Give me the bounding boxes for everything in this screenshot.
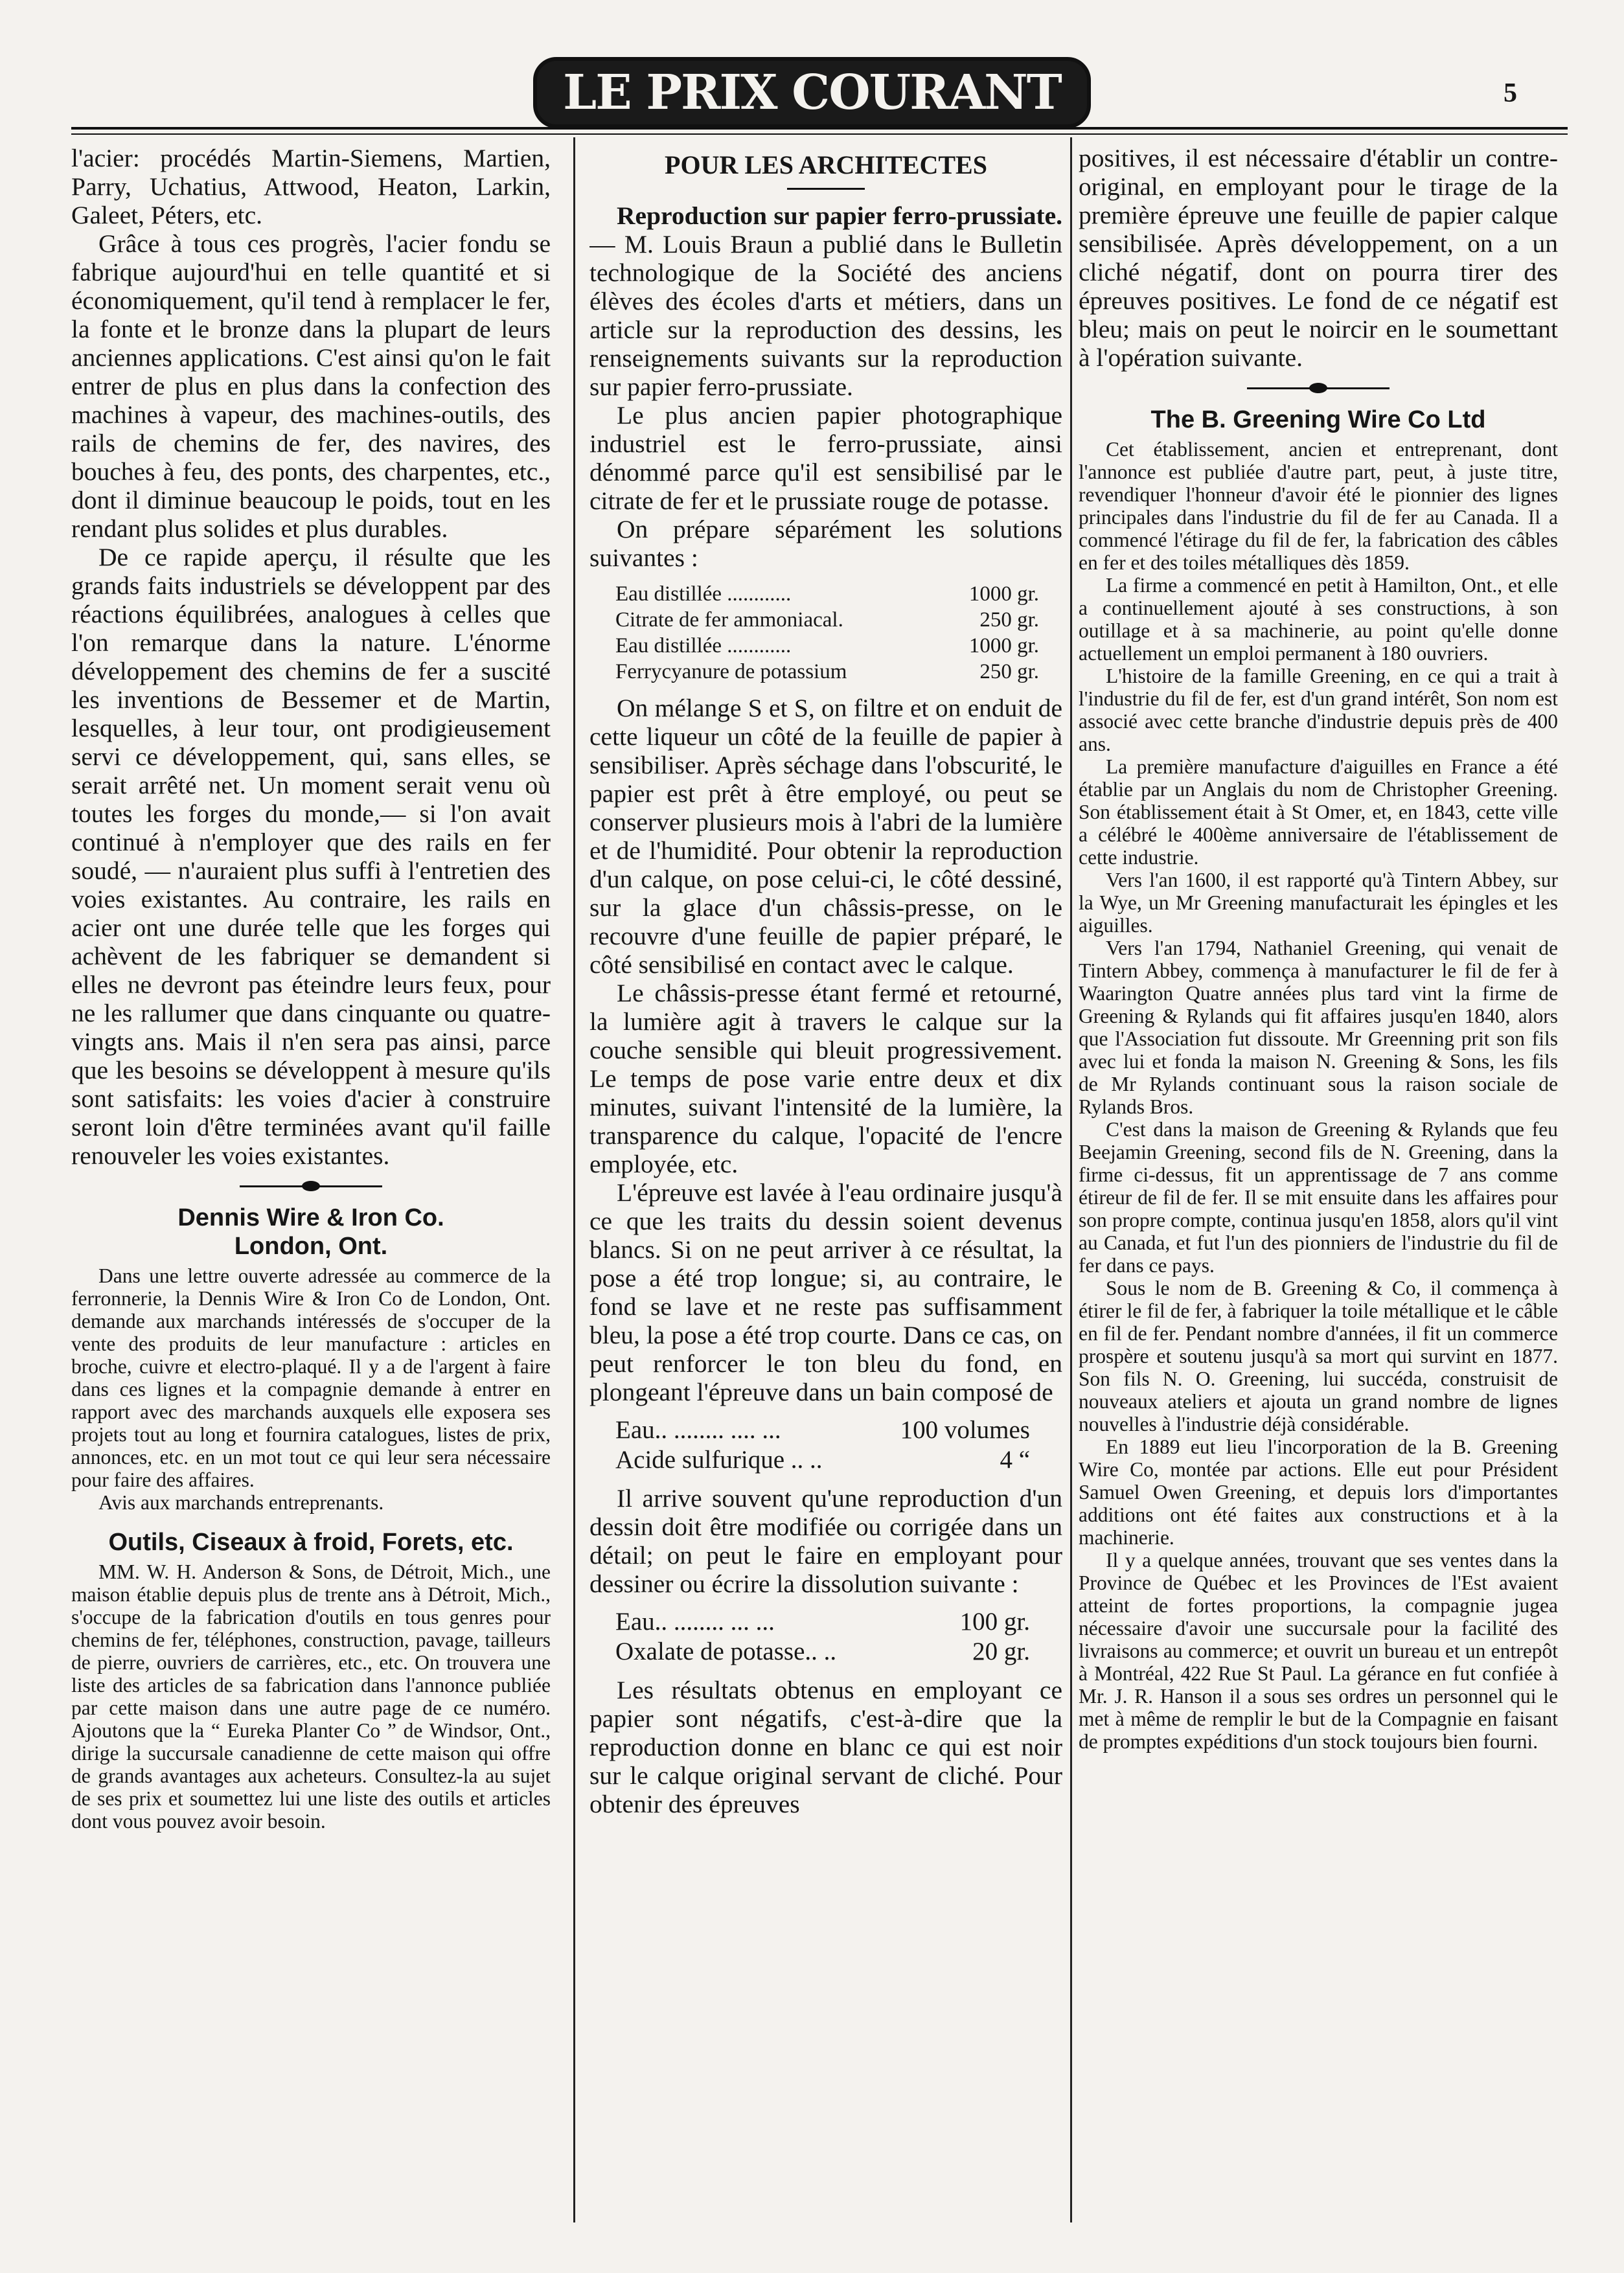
quantity: 250 gr. (979, 608, 1039, 632)
paragraph: Cet établissement, ancien et entreprenant, dont l'annonce est publiée d'autre part, peut, à juste titre, revendiquer l'honneur d'avoir été le pionnier des lignes principales dans l'industrie du fil de fer au Canada. Il a commencé l'étirage du fil de fer, la fabrication des câbles en fer et des toiles métalliques dès 1859. (1079, 438, 1558, 574)
article-title (71, 1204, 551, 1261)
quantity: 1000 gr. (968, 582, 1039, 606)
paragraph: Les résultats obtenus en employant ce papier sont négatifs, c'est-à-dire que la reproduction donne en blanc ce qui est noir sur le calque original servant de cliché. Pour obtenir des épreuves (589, 1676, 1062, 1818)
ingredient: Eau.. ........ .... ... (615, 1416, 781, 1444)
paragraph-lead: Reproduction sur papier ferro-prussiate. (617, 201, 1062, 230)
column-left (71, 144, 551, 2221)
article-title-line: London, Ont. (234, 1233, 388, 1260)
paragraph: Le plus ancien papier photographique industriel est le ferro-prussiate, ainsi dénommé parce qu'il est sensibilisé par le citrate de fer et le prussiate rouge de potasse. (589, 401, 1062, 515)
article-title-line: Dennis Wire & Iron Co. (177, 1204, 444, 1231)
quantity: 250 gr. (979, 660, 1039, 683)
paragraph: MM. W. H. Anderson & Sons, de Détroit, Mich., une maison établie depuis plus de trente ans à Détroit, Mich., s'occupe de la fabrication d'outils en tous genres pour chemins de fer, téléphones, construction, pavage, tailleurs de pierre, ouvriers de carrières, etc., etc. On trouvera une liste des articles de sa fabrication dans l'annonce publiée par cette maison dans une autre page de ce numéro. Ajoutons que la “ Eureka Planter Co ” de Windsor, Ont., dirige la succursale canadienne de cette maison qui offre de grands avantages aux acheteurs. Consultez-la au sujet de ses prix et soumettez lui une liste des outils et articles dont vous pouvez avoir besoin. (71, 1560, 551, 1833)
paragraph: La première manufacture d'aiguilles en France a été établie par un Anglais du nom de Christopher Greening. Son établissement était à St Omer, et, en 1843, cette ville a célébré le 400ème anniversaire de l'établissement de cette industrie. (1079, 755, 1558, 869)
paragraph: L'histoire de la famille Greening, en ce qui a trait à l'industrie du fil de fer, est d'un grand intérêt, Son nom est associé avec cette branche d'industrie depuis près de 400 ans. (1079, 665, 1558, 755)
header-rule-thin (71, 133, 1568, 135)
quantity: 100 gr. (959, 1608, 1030, 1636)
paragraph: l'acier: procédés Martin-Siemens, Martien, Parry, Uchatius, Attwood, Heaton, Larkin, Galeet, Péters, etc. (71, 144, 551, 229)
recipe-row (589, 633, 1062, 659)
recipe-table (589, 1607, 1062, 1667)
ingredient: Ferrycyanure de potassium (615, 660, 847, 683)
paragraph: L'épreuve est lavée à l'eau ordinaire jusqu'à ce que les traits du dessin soient devenus blancs. Si on ne peut arriver à ce résultat, la pose a été trop longue; si, au contraire, le fond se lave et ne reste pas suffisamment bleu, la pose a été trop courte. Dans ce cas, on peut renforcer le ton bleu du fond, en plongeant l'épreuve dans un bain composé de (589, 1178, 1062, 1406)
recipe-table (589, 581, 1062, 685)
quantity: 100 volumes (900, 1416, 1030, 1444)
paragraph: Le châssis-presse étant fermé et retourné, la lumière agit à travers le calque sur la couche sensible qui bleuit progressivement. Le temps de pose varie entre deux et dix minutes, suivant l'intensité de la lumière, la transparence du calque, l'opacité de l'encre employée, etc. (589, 979, 1062, 1178)
ingredient: Citrate de fer ammoniacal. (615, 608, 843, 632)
paragraph (589, 201, 1062, 401)
paragraph: On mélange S et S, on filtre et on enduit de cette liqueur un côté de la feuille de papier à sensibiliser. Après séchage dans l'obscurité, le papier est prêt à être employé, ou peut se conserver plusieurs mois à l'abri de la lumière et de l'humidité. Pour obtenir la reproduction d'un calque, on pose celui-ci, le côté dessiné, sur la glace d'un châssis-presse, on le recouvre d'une feuille de papier préparé, le côté sensibilisé en contact avec le calque. (589, 694, 1062, 979)
page-number: 5 (1504, 78, 1517, 108)
header-rule (71, 127, 1568, 130)
paragraph: Il y a quelque années, trouvant que ses ventes dans la Province de Québec et les Provinces de l'Est avaient atteint de fortes proportions, la compagnie jugea nécessaire d'avoir une succursale pour la facilité des livraisons au commerce; et ouvrit un bureau et un entrepôt à Montréal, 422 Rue St Paul. La gérance en fut confiée à Mr. J. R. Hanson il a sous ses ordres un personnel qui le met à même de remplir le but de la Compagnie en faisant de promptes expéditions d'un stock toujours bien fourni. (1079, 1549, 1558, 1753)
column-right (1079, 144, 1558, 2221)
quantity: 1000 gr. (968, 634, 1039, 657)
ingredient: Eau.. ........ ... ... (615, 1608, 775, 1636)
recipe-row (589, 1445, 1062, 1475)
article-title: The B. Greening Wire Co Ltd (1150, 406, 1486, 433)
paragraph: On prépare séparément les solutions suivantes : (589, 515, 1062, 572)
column-divider (573, 137, 575, 2222)
section-separator (1247, 381, 1390, 395)
recipe-table (589, 1415, 1062, 1475)
recipe-row (589, 1415, 1062, 1445)
paragraph: Avis aux marchands entreprenants. (98, 1491, 384, 1514)
paragraph: Sous le nom de B. Greening & Co, il commença à étirer le fil de fer, à fabriquer la toile métallique et le câble en fil de fer. Pendant nombre d'années, il fit un commerce prospère et soutenu jusqu'à sa mort qui survint en 1877. Son fils N. O. Greening, lui succéda, construisit de nouveaux ateliers et ajouta un grand nombre de lignes nouvelles à l'industrie déjà considérable. (1079, 1277, 1558, 1435)
recipe-row (589, 659, 1062, 685)
paragraph: Vers l'an 1794, Nathaniel Greening, qui venait de Tintern Abbey, commença à manufacturer le fil de fer à Waarington Quatre années plus tard vint la firme de Greening & Rylands qui fit affaires jusqu'en 1840, alors que l'Association fut dissoute. Mr Greenning prit son fils avec lui et fonda la maison N. Greening & Sons, les fils de Mr Rylands continuant sous la raison sociale de Rylands Bros. (1079, 937, 1558, 1118)
paragraph: Vers l'an 1600, il est rapporté qu'à Tintern Abbey, sur la Wye, un Mr Greening manufacturait les épingles et les aiguilles. (1079, 869, 1558, 937)
paragraph: Grâce à tous ces progrès, l'acier fondu se fabrique aujourd'hui en telle quantité et si économiquement, qu'il tend à remplacer le fer, la fonte et le bronze dans la plupart de leurs anciennes applications. C'est ainsi qu'on le fait entrer de plus en plus dans la confection des machines à vapeur, des machines-outils, des rails de chemins de fer, des navires, des bouches à feu, des ponts, des charpentes, etc., dont il diminue beaucoup le poids, tout en les rendant plus solides et plus durables. (71, 229, 551, 543)
paragraph: C'est dans la maison de Greening & Rylands que feu Beejamin Greening, second fils de N. Greening, dans la firme ci-dessus, fit un apprentissage de 7 ans comme étireur de fil de fer. Il se mit ensuite dans les affaires pour son propre compte, continua jusqu'en 1858, alors qu'il vint au Canada, et fut l'un des pionniers de l'industrie du fil de fer dans ce pays. (1079, 1118, 1558, 1277)
masthead (0, 57, 1624, 128)
paragraph: Dans une lettre ouverte adressée au commerce de la ferronnerie, la Dennis Wire & Iron Co de London, Ont. demande aux marchands intéressés de s'occuper de la vente des produits de leur manufacture : articles en broche, cuivre et electro-plaqué. Il y a de l'argent à faire dans ces lignes et la compagnie demande à entrer en rapport avec des marchands auxquels elle exposera ses projets tout au long et fournira catalogues, listes de prix, annonces, etc. en un mot tout ce qui leur sera nécessaire pour faire des affaires. (71, 1264, 551, 1491)
recipe-row (589, 1607, 1062, 1637)
ingredient: Eau distillée ............ (615, 582, 792, 606)
column-middle (589, 144, 1062, 2221)
masthead-logo: LE PRIX COURANT (533, 57, 1091, 128)
recipe-row (589, 607, 1062, 633)
paragraph-body: — M. Louis Braun a publié dans le Bulletin technologique de la Société des anciens élèves des écoles d'arts et métiers, dans un article sur la reproduction des dessins, les renseignements suivants sur la reproduction sur papier ferro-prussiate. (589, 230, 1062, 401)
ingredient: Acide sulfurique .. .. (615, 1446, 823, 1474)
recipe-row (589, 1637, 1062, 1667)
section-title: POUR LES ARCHITECTES (665, 150, 987, 179)
paragraph: La firme a commencé en petit à Hamilton, Ont., et elle a continuellement ajouté à ses constructions, à son outillage et à sa machinerie, au point qu'elle donne actuellement un emploi permanent à 180 ouvriers. (1079, 574, 1558, 665)
ingredient: Oxalate de potasse.. .. (615, 1638, 837, 1665)
title-underline (787, 188, 865, 190)
article-title: Outils, Ciseaux à froid, Forets, etc. (108, 1529, 514, 1556)
paragraph: Il arrive souvent qu'une reproduction d'un dessin doit être modifiée ou corrigée dans un détail; on peut le faire en employant pour dessiner ou écrire la dissolution suivante : (589, 1484, 1062, 1598)
quantity: 20 gr. (972, 1638, 1030, 1665)
paragraph: positives, il est nécessaire d'établir un contre-original, en employant pour le tirage de la première épreuve une feuille de papier calque sensibilisée. Après développement, on a un cliché négatif, dont on pourra tirer des épreuves positives. Le fond de ce négatif est bleu; mais on peut le noircir en le soumettant à l'opération suivante. (1079, 144, 1558, 372)
quantity: 4 “ (1000, 1446, 1030, 1474)
paragraph: En 1889 eut lieu l'incorporation de la B. Greening Wire Co, montée par actions. Elle eut pour Président Samuel Owen Greening, et depuis lors d'importantes additions ont été faites aux constructions et à la machinerie. (1079, 1435, 1558, 1549)
paragraph: De ce rapide aperçu, il résulte que les grands faits industriels se développent par des réactions équilibrées, analogues à celles que l'on remarque dans la nature. L'énorme développement des chemins de fer a suscité les inventions de Bessemer et de Martin, lesquelles, à leur tour, ont prodigieusement servi ce développement, qui, sans elles, se serait arrêté net. Un moment serait venu où toutes les forges du monde,— si l'on avait continué à n'employer que des rails en fer soudé, — n'auraient plus suffi à l'entretien des voies existantes. Au contraire, les rails en acier ont une durée telle que les forges qui achèvent de les fabriquer se demandent si elles ne devront pas éteindre leurs feux, pour ne les rallumer que dans cinquante ou quatre-vingts ans. Mais il n'en sera pas ainsi, parce que les besoins se développent à mesure qu'ils sont satisfaits: les voies d'acier à construire seront loin d'être terminées avant qu'il faille renouveler les voies existantes. (71, 543, 551, 1170)
ingredient: Eau distillée ............ (615, 634, 792, 657)
column-divider (1070, 137, 1072, 2222)
section-separator (240, 1179, 382, 1193)
recipe-row (589, 581, 1062, 607)
